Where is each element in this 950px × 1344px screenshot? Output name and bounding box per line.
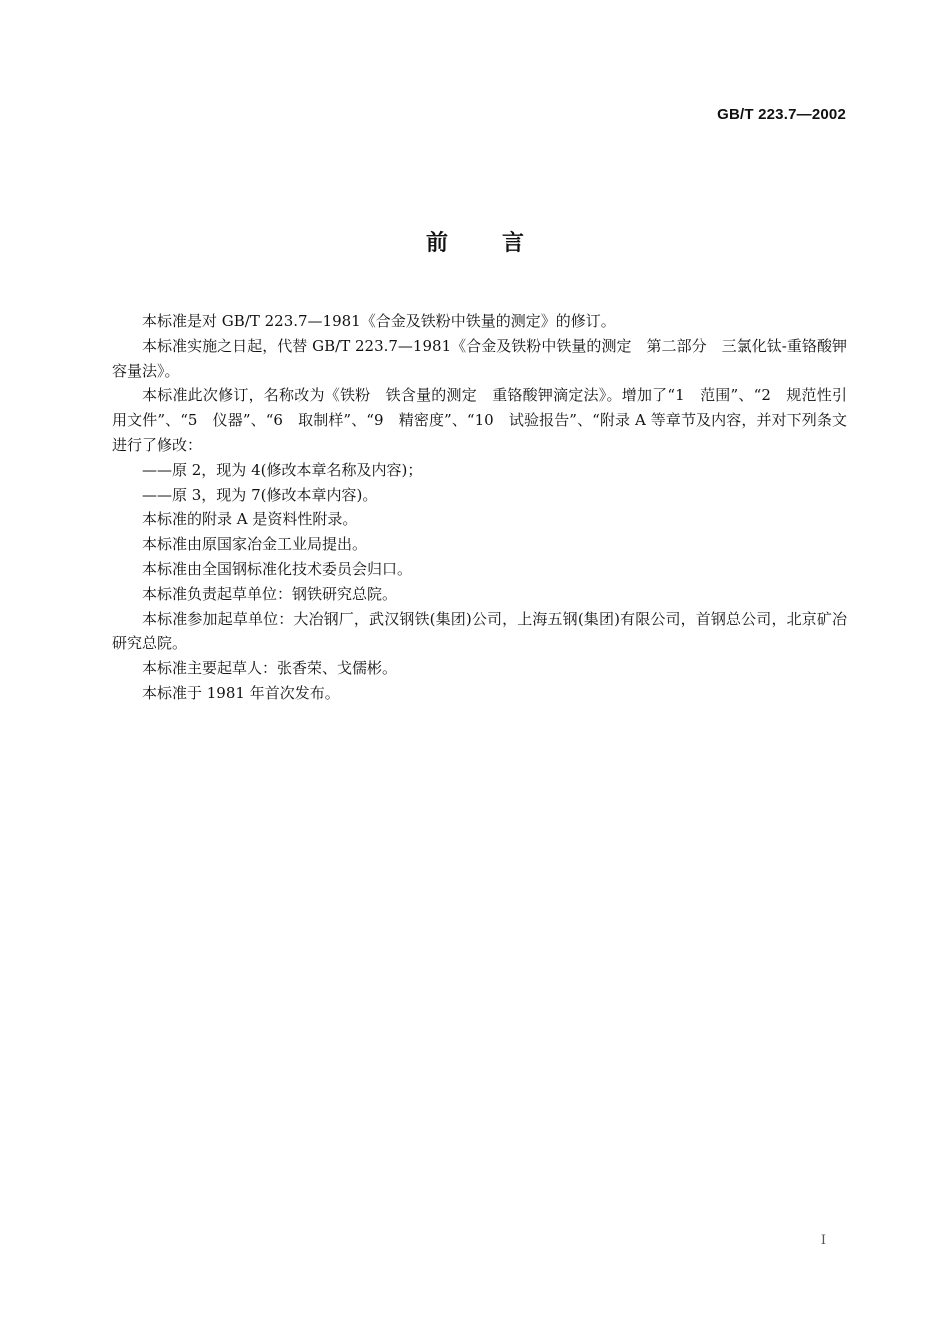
paragraph-participating-drafters: 本标准参加起草单位：大冶钢厂，武汉钢铁(集团)公司，上海五钢(集团)有限公司，首钢总公司，北京矿冶研究总院。	[112, 609, 847, 653]
paragraph-changes: 本标准此次修订，名称改为《铁粉 铁含量的测定 重铬酸钾滴定法》。增加了“1 范围”、“2 规范性引用文件”、“5 仪器”、“6 取制样”、“9 精密度”、“10 试验报告”、“附录 A 等章节及内容，并对下列条文进行了修改：	[112, 386, 847, 454]
list-item-change-1: ——原 2，现为 4(修改本章名称及内容)；	[142, 460, 423, 479]
list-item-change-2: ——原 3，现为 7(修改本章内容)。	[142, 485, 378, 504]
paragraph-replaces: 本标准实施之日起，代替 GB/T 223.7—1981《合金及铁粉中铁量的测定 第二部分 三氯化钛-重铬酸钾容量法》。	[112, 336, 847, 380]
standard-code: GB/T 223.7—2002	[717, 106, 846, 123]
paragraph-appendix: 本标准的附录 A 是资料性附录。	[142, 510, 358, 529]
page-title: 前言	[425, 231, 578, 256]
paragraph-centralized-by: 本标准由全国钢标准化技术委员会归口。	[142, 559, 413, 578]
paragraph-responsible-drafter: 本标准负责起草单位：钢铁研究总院。	[142, 584, 398, 603]
page-number: I	[820, 1233, 826, 1248]
paragraph-main-drafters: 本标准主要起草人：张香荣、戈儒彬。	[142, 659, 398, 678]
paragraph-proposed-by: 本标准由原国家冶金工业局提出。	[142, 535, 368, 554]
foreword-body	[112, 309, 847, 706]
paragraph-first-published: 本标准于 1981 年首次发布。	[142, 683, 340, 702]
paragraph-revision-of: 本标准是对 GB/T 223.7—1981《合金及铁粉中铁量的测定》的修订。	[142, 312, 616, 330]
